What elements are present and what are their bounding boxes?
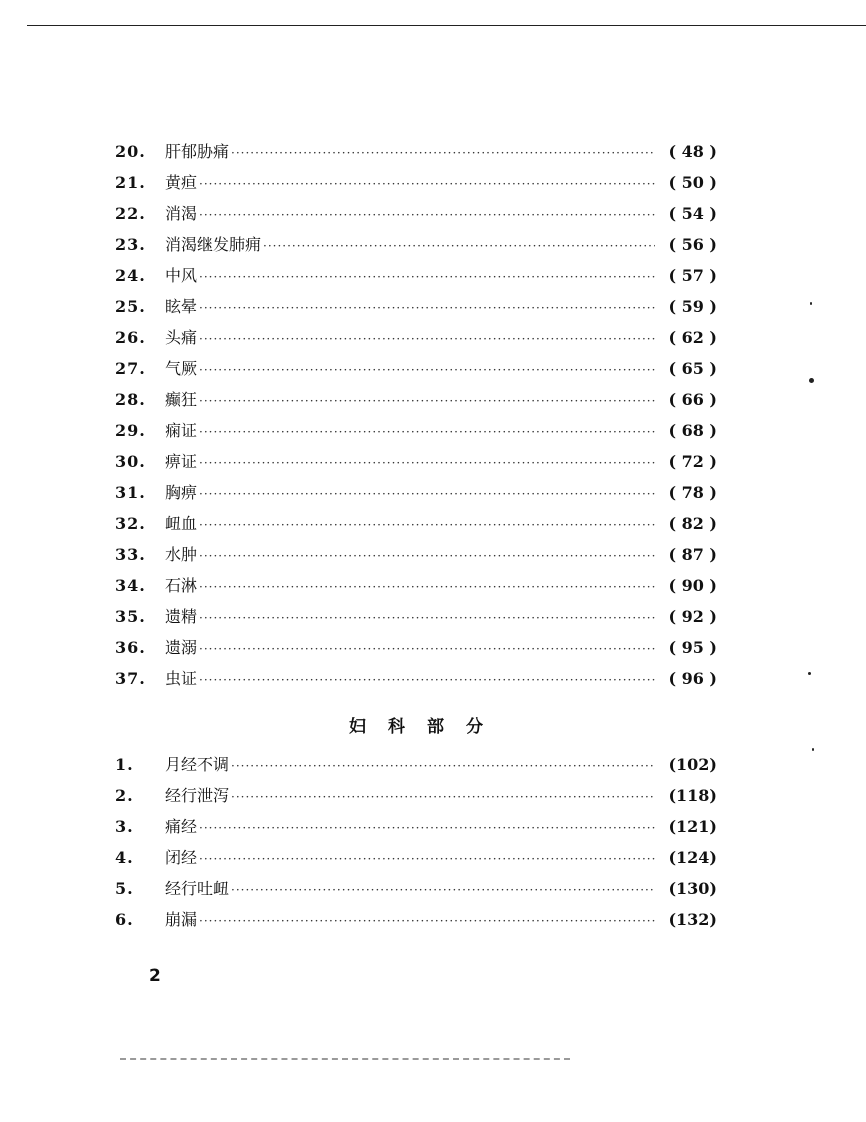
scan-speck — [810, 302, 812, 305]
scan-speck — [812, 748, 814, 751]
entry-page: ( 57 ) — [668, 266, 717, 285]
toc-entry — [115, 136, 717, 167]
dot-leader — [199, 355, 655, 386]
entry-number: 2. — [115, 786, 134, 805]
entry-number: 32. — [115, 514, 146, 533]
entry-number: 33. — [115, 545, 146, 564]
toc-entry — [115, 601, 717, 632]
entry-page: ( 92 ) — [668, 607, 717, 626]
entry-page: (132) — [668, 910, 717, 929]
entry-title: 肝郁胁痛 — [165, 142, 230, 161]
toc-entry — [115, 384, 717, 415]
entry-page: (121) — [668, 817, 717, 836]
entry-number: 26. — [115, 328, 146, 347]
dot-leader — [199, 324, 655, 355]
entry-number: 29. — [115, 421, 146, 440]
entry-page: ( 78 ) — [668, 483, 717, 502]
entry-title: 经行泄泻 — [165, 786, 230, 805]
entry-page: ( 50 ) — [668, 173, 717, 192]
dot-leader — [231, 751, 655, 782]
dot-leader — [231, 782, 655, 813]
toc-entry — [115, 508, 717, 539]
toc-entry — [115, 632, 717, 663]
gynecology-entries — [115, 749, 717, 935]
entry-page: ( 72 ) — [668, 452, 717, 471]
toc-entry — [115, 904, 717, 935]
entry-page: ( 96 ) — [668, 669, 717, 688]
entry-number: 5. — [115, 879, 134, 898]
entry-title: 痛经 — [165, 817, 198, 836]
entry-title: 消渴 — [165, 204, 198, 223]
table-of-contents — [115, 136, 717, 935]
entry-title: 虫证 — [165, 669, 198, 688]
entry-title: 衄血 — [165, 514, 198, 533]
entry-title: 消渴继发肺痈 — [165, 235, 262, 254]
section-heading-gynecology: 妇科部分 — [349, 717, 505, 737]
dot-leader — [199, 813, 655, 844]
entry-number: 31. — [115, 483, 146, 502]
dot-leader — [199, 541, 655, 572]
dot-leader — [199, 169, 655, 200]
entry-page: ( 56 ) — [668, 235, 717, 254]
entry-title: 遗溺 — [165, 638, 198, 657]
dot-leader — [199, 262, 655, 293]
scan-edge-mark — [120, 1058, 570, 1060]
entry-number: 20. — [115, 142, 146, 161]
toc-entry — [115, 446, 717, 477]
dot-leader — [199, 906, 655, 937]
scan-speck — [808, 672, 811, 675]
entry-number: 4. — [115, 848, 134, 867]
toc-entry — [115, 663, 717, 694]
entry-page: ( 87 ) — [668, 545, 717, 564]
entry-page: ( 54 ) — [668, 204, 717, 223]
entry-page: ( 59 ) — [668, 297, 717, 316]
entry-number: 21. — [115, 173, 146, 192]
toc-entry — [115, 322, 717, 353]
entry-number: 24. — [115, 266, 146, 285]
dot-leader — [199, 603, 655, 634]
entry-title: 头痛 — [165, 328, 198, 347]
entry-title: 经行吐衄 — [165, 879, 230, 898]
entry-number: 35. — [115, 607, 146, 626]
scan-speck — [809, 378, 814, 383]
entry-number: 27. — [115, 359, 146, 378]
toc-entry — [115, 167, 717, 198]
toc-entry — [115, 749, 717, 780]
dot-leader — [199, 479, 655, 510]
top-rule — [27, 25, 866, 26]
dot-leader — [199, 665, 655, 696]
dot-leader — [199, 293, 655, 324]
dot-leader — [199, 844, 655, 875]
toc-entry — [115, 570, 717, 601]
entry-number: 36. — [115, 638, 146, 657]
entry-number: 3. — [115, 817, 134, 836]
page-number: 2 — [149, 966, 161, 986]
entry-number: 23. — [115, 235, 146, 254]
toc-entry — [115, 842, 717, 873]
entry-title: 石淋 — [165, 576, 198, 595]
entry-page: (130) — [668, 879, 717, 898]
toc-entry — [115, 780, 717, 811]
dot-leader — [199, 386, 655, 417]
toc-entry — [115, 198, 717, 229]
entry-number: 34. — [115, 576, 146, 595]
dot-leader — [199, 200, 655, 231]
entry-title: 崩漏 — [165, 910, 198, 929]
dot-leader — [263, 231, 655, 262]
entry-number: 22. — [115, 204, 146, 223]
entry-number: 28. — [115, 390, 146, 409]
toc-entry — [115, 873, 717, 904]
entry-title: 月经不调 — [165, 755, 230, 774]
entry-title: 眩晕 — [165, 297, 198, 316]
toc-entry — [115, 811, 717, 842]
entry-number: 25. — [115, 297, 146, 316]
dot-leader — [199, 417, 655, 448]
entry-title: 黄疸 — [165, 173, 198, 192]
toc-entry — [115, 539, 717, 570]
entry-page: ( 82 ) — [668, 514, 717, 533]
entry-title: 闭经 — [165, 848, 198, 867]
entry-title: 中风 — [165, 266, 198, 285]
dot-leader — [199, 448, 655, 479]
toc-entry — [115, 353, 717, 384]
dot-leader — [199, 634, 655, 665]
entry-page: ( 65 ) — [668, 359, 717, 378]
entry-title: 痹证 — [165, 452, 198, 471]
entry-title: 水肿 — [165, 545, 198, 564]
dot-leader — [199, 510, 655, 541]
entry-page: (102) — [668, 755, 717, 774]
entry-number: 1. — [115, 755, 134, 774]
entry-page: ( 62 ) — [668, 328, 717, 347]
entry-page: ( 68 ) — [668, 421, 717, 440]
toc-entry — [115, 291, 717, 322]
internal-entries — [115, 136, 717, 694]
entry-page: (124) — [668, 848, 717, 867]
entry-number: 6. — [115, 910, 134, 929]
entry-number: 37. — [115, 669, 146, 688]
entry-page: ( 95 ) — [668, 638, 717, 657]
entry-page: (118) — [668, 786, 717, 805]
entry-title: 气厥 — [165, 359, 198, 378]
toc-entry — [115, 260, 717, 291]
entry-page: ( 48 ) — [668, 142, 717, 161]
dot-leader — [231, 875, 655, 906]
entry-number: 30. — [115, 452, 146, 471]
toc-entry — [115, 415, 717, 446]
toc-entry — [115, 477, 717, 508]
entry-title: 癫狂 — [165, 390, 198, 409]
entry-title: 痫证 — [165, 421, 198, 440]
entry-page: ( 90 ) — [668, 576, 717, 595]
dot-leader — [199, 572, 655, 603]
entry-title: 遗精 — [165, 607, 198, 626]
toc-entry — [115, 229, 717, 260]
dot-leader — [231, 138, 655, 169]
entry-title: 胸痹 — [165, 483, 198, 502]
entry-page: ( 66 ) — [668, 390, 717, 409]
